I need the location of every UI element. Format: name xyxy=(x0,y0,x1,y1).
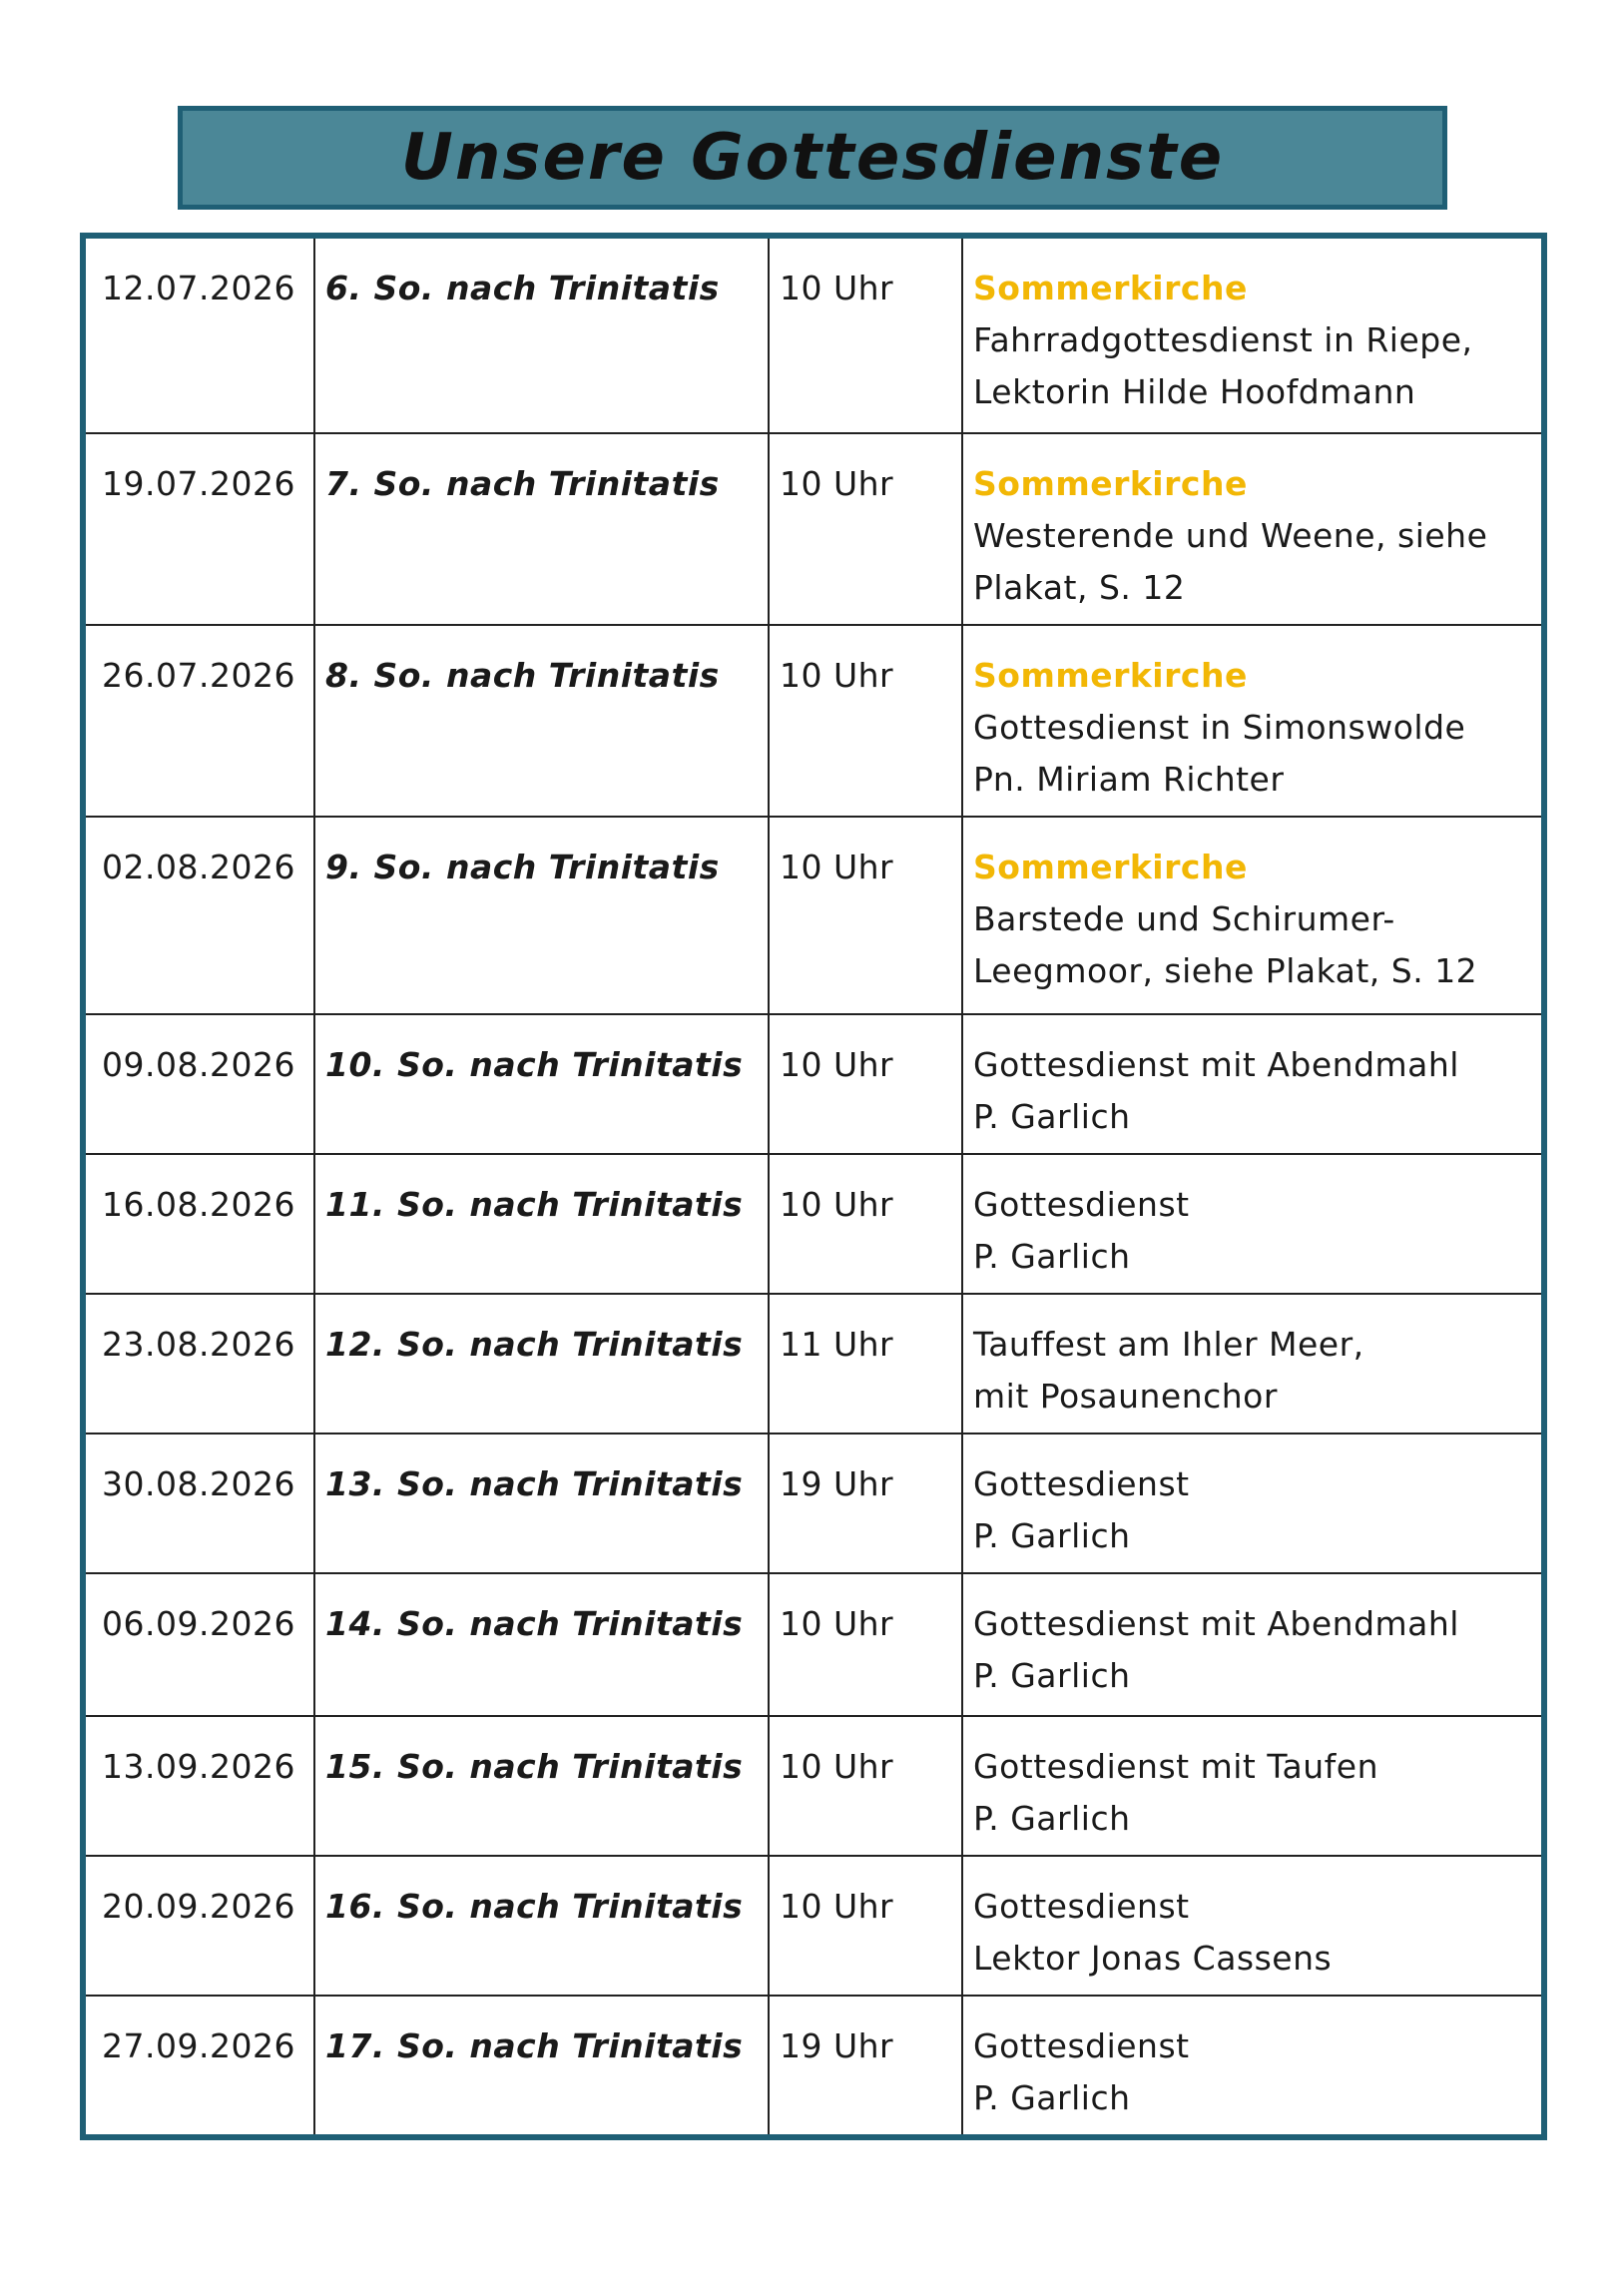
description-line: P. Garlich xyxy=(973,1799,1131,1838)
service-row xyxy=(83,1014,1544,1154)
description-line: Lektor Jonas Cassens xyxy=(973,1939,1333,1978)
service-schedule-table xyxy=(80,233,1547,2140)
description-line: Gottesdienst xyxy=(973,1887,1190,1926)
service-time: 10 Uhr xyxy=(769,625,962,817)
service-date: 06.09.2026 xyxy=(83,1573,314,1716)
service-date: 13.09.2026 xyxy=(83,1716,314,1856)
description-line: Gottesdienst in Simonswolde xyxy=(973,708,1466,747)
service-description xyxy=(962,625,1544,817)
service-time: 10 Uhr xyxy=(769,1856,962,1996)
description-line: Gottesdienst mit Abendmahl xyxy=(973,1604,1459,1643)
service-row xyxy=(83,1294,1544,1434)
service-description xyxy=(962,1294,1544,1434)
service-description xyxy=(962,1014,1544,1154)
service-sunday: 12. So. nach Trinitatis xyxy=(314,1294,769,1434)
service-description xyxy=(962,433,1544,625)
service-date: 09.08.2026 xyxy=(83,1014,314,1154)
service-row xyxy=(83,433,1544,625)
service-row xyxy=(83,1716,1544,1856)
description-line: Barstede und Schirumer- xyxy=(973,899,1395,938)
sommerkirche-label: Sommerkirche xyxy=(973,848,1248,886)
service-time: 10 Uhr xyxy=(769,1014,962,1154)
service-sunday: 8. So. nach Trinitatis xyxy=(314,625,769,817)
service-description xyxy=(962,1856,1544,1996)
description-line: Gottesdienst xyxy=(973,1464,1190,1503)
service-description xyxy=(962,1716,1544,1856)
description-line: Pn. Miriam Richter xyxy=(973,760,1285,799)
service-description xyxy=(962,1434,1544,1573)
service-description xyxy=(962,236,1544,433)
service-sunday: 17. So. nach Trinitatis xyxy=(314,1996,769,2137)
service-sunday: 9. So. nach Trinitatis xyxy=(314,817,769,1014)
service-sunday: 10. So. nach Trinitatis xyxy=(314,1014,769,1154)
service-time: 10 Uhr xyxy=(769,1573,962,1716)
service-schedule-body xyxy=(83,236,1544,2137)
description-line: mit Posaunenchor xyxy=(973,1377,1278,1416)
description-line: P. Garlich xyxy=(973,1656,1131,1695)
service-row xyxy=(83,817,1544,1014)
service-date: 30.08.2026 xyxy=(83,1434,314,1573)
description-line: P. Garlich xyxy=(973,2078,1131,2117)
service-date: 26.07.2026 xyxy=(83,625,314,817)
service-time: 10 Uhr xyxy=(769,817,962,1014)
service-sunday: 6. So. nach Trinitatis xyxy=(314,236,769,433)
service-time: 10 Uhr xyxy=(769,1716,962,1856)
page-title: Unsere Gottesdienste xyxy=(400,121,1225,195)
title-banner xyxy=(178,106,1447,210)
service-time: 10 Uhr xyxy=(769,236,962,433)
service-date: 12.07.2026 xyxy=(83,236,314,433)
description-line: P. Garlich xyxy=(973,1237,1131,1276)
description-line: Gottesdienst mit Taufen xyxy=(973,1747,1379,1786)
service-sunday: 11. So. nach Trinitatis xyxy=(314,1154,769,1294)
service-sunday: 13. So. nach Trinitatis xyxy=(314,1434,769,1573)
service-sunday: 14. So. nach Trinitatis xyxy=(314,1573,769,1716)
description-line: Westerende und Weene, siehe xyxy=(973,516,1488,555)
service-date: 27.09.2026 xyxy=(83,1996,314,2137)
service-row xyxy=(83,625,1544,817)
service-time: 10 Uhr xyxy=(769,433,962,625)
service-time: 19 Uhr xyxy=(769,1434,962,1573)
service-sunday: 16. So. nach Trinitatis xyxy=(314,1856,769,1996)
service-date: 19.07.2026 xyxy=(83,433,314,625)
service-row xyxy=(83,236,1544,433)
service-row xyxy=(83,1856,1544,1996)
description-line: P. Garlich xyxy=(973,1097,1131,1136)
service-date: 02.08.2026 xyxy=(83,817,314,1014)
sommerkirche-label: Sommerkirche xyxy=(973,269,1248,307)
description-line: Gottesdienst mit Abendmahl xyxy=(973,1045,1459,1084)
description-line: Tauffest am Ihler Meer, xyxy=(973,1325,1364,1364)
description-line: Gottesdienst xyxy=(973,2026,1190,2065)
service-sunday: 7. So. nach Trinitatis xyxy=(314,433,769,625)
service-description xyxy=(962,817,1544,1014)
service-row xyxy=(83,1996,1544,2137)
description-line: Plakat, S. 12 xyxy=(973,568,1186,607)
description-line: Gottesdienst xyxy=(973,1185,1190,1224)
service-time: 11 Uhr xyxy=(769,1294,962,1434)
description-line: P. Garlich xyxy=(973,1516,1131,1555)
service-date: 23.08.2026 xyxy=(83,1294,314,1434)
sommerkirche-label: Sommerkirche xyxy=(973,464,1248,503)
description-line: Leegmoor, siehe Plakat, S. 12 xyxy=(973,951,1478,990)
service-time: 19 Uhr xyxy=(769,1996,962,2137)
service-row xyxy=(83,1154,1544,1294)
sommerkirche-label: Sommerkirche xyxy=(973,656,1248,695)
service-description xyxy=(962,1154,1544,1294)
description-line: Lektorin Hilde Hoofdmann xyxy=(973,372,1416,411)
service-sunday: 15. So. nach Trinitatis xyxy=(314,1716,769,1856)
description-line: Fahrradgottesdienst in Riepe, xyxy=(973,320,1473,359)
service-date: 16.08.2026 xyxy=(83,1154,314,1294)
service-row xyxy=(83,1573,1544,1716)
service-description xyxy=(962,1996,1544,2137)
service-description xyxy=(962,1573,1544,1716)
service-time: 10 Uhr xyxy=(769,1154,962,1294)
service-row xyxy=(83,1434,1544,1573)
service-date: 20.09.2026 xyxy=(83,1856,314,1996)
